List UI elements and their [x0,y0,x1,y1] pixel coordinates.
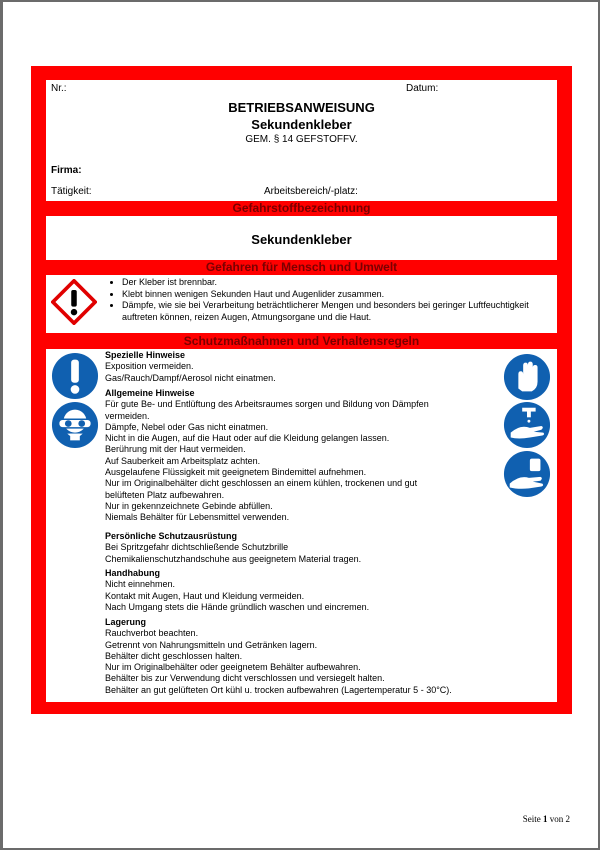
block-line: Ausgelaufene Flüssigkeit mit geeignetem Bindemittel aufnehmen. [105,467,367,478]
taetigkeit-label: Tätigkeit: [51,186,92,197]
block-line: vermeiden. [105,410,150,421]
document-subtitle: Sekundenkleber [251,117,352,132]
arbeitsbereich-label: Arbeitsbereich/-platz: [264,186,358,197]
block-line: Rauchverbot beachten. [105,628,199,639]
block-line: Nur im Originalbehälter oder geeignetem Behälter aufbewahren. [105,662,361,673]
hand-washing-icon [503,401,551,449]
nr-label: Nr.: [51,83,67,94]
section-title-gefahrstoff: Gefahrstoffbezeichnung [232,201,371,215]
firma-label: Firma: [51,165,82,176]
block-line: Für gute Be- und Entlüftung des Arbeitsraumes sorgen und Bildung von Dämpfen [105,399,429,410]
page-number [523,814,570,824]
hazard-item: • Der Kleber ist brennbar. [122,277,552,289]
page-middle: von [547,814,566,824]
skin-protection-icon [503,450,551,498]
header-box [46,80,557,201]
regulation-text: GEM. § 14 GEFSTOFFV. [245,134,358,145]
hazards-box [46,275,557,333]
block-heading: Handhabung [105,568,160,578]
block-line: Getrennt von Nahrungsmitteln und Getränken lagern. [105,639,318,650]
hazard-item: • Dämpfe, wie sie bei Verarbeitung beträchtlicherer Mengen und besonders bei geringer Luftfeuchtigkeit auftreten können, reizen Augen, Atmungsorgane und die Haut. [122,300,552,323]
block-line: Niemals Behälter für Lebensmittel verwenden. [105,512,290,523]
protection-block [105,388,429,524]
block-line: Nur im Originalbehälter dicht geschlossen an einem kühlen, trockenen und gut [105,478,418,489]
block-heading: Spezielle Hinweise [105,350,186,360]
hazard-item: • Klebt binnen wenigen Sekunden Haut und Augenlider zusammen. [122,289,552,301]
protection-box [46,349,557,702]
page-title: BETRIEBSANWEISUNG [228,100,375,115]
block-line: Dämpfe, Nebel oder Gas nicht einatmen. [105,421,269,432]
block-line: Auf Sauberkeit am Arbeitsplatz achten. [105,455,261,466]
block-line: Berührung mit der Haut vermeiden. [105,444,246,455]
section-title-schutz: Schutzmaßnahmen und Verhaltensregeln [183,334,420,348]
eye-protection-icon [51,401,99,449]
block-line: Nur in gekennzeichnete Gebinde abfüllen. [105,500,273,511]
block-line: Chemikalienschutzhandschuhe aus geeignetem Material tragen. [105,553,362,564]
block-line: Bei Spritzgefahr dichtschließende Schutzbrille [105,542,289,553]
block-line: Exposition vermeiden. [105,361,194,372]
protection-block [105,531,361,565]
document-page [3,2,598,848]
datum-label: Datum: [406,83,439,94]
substance-box [46,216,557,260]
block-line: Nach Umgang stets die Hände gründlich waschen und eincremen. [105,601,370,612]
protection-block [105,350,276,384]
mandatory-general-icon [51,352,99,400]
block-heading: Allgemeine Hinweise [105,388,195,398]
ghs-exclamation-icon [51,279,97,325]
block-line: Behälter dicht geschlossen halten. [105,650,243,661]
protection-block [105,568,369,613]
block-line: Behälter bis zur Verwendung dicht verschlossen und versiegelt halten. [105,673,385,684]
substance-name: Sekundenkleber [251,232,352,247]
block-heading: Lagerung [105,617,147,627]
hand-protection-icon [503,353,551,401]
section-title-gefahren: Gefahren für Mensch und Umwelt [205,260,398,274]
block-line: Nicht einnehmen. [105,579,176,590]
page-prefix: Seite [522,814,543,824]
protection-block [105,617,452,696]
block-line: Behälter an gut gelüfteten Ort kühl u. trocken aufbewahren (Lagertemperatur 5 - 30°C). [105,684,452,695]
total-pages: 2 [565,814,570,824]
block-line: Nicht in die Augen, auf die Haut oder auf die Kleidung gelangen lassen. [105,433,390,444]
current-page: 1 [543,814,548,824]
instruction-frame [31,66,572,714]
block-line: belüfteten Platz aufbewahren. [105,489,225,500]
hazard-list [104,277,552,323]
block-line: Kontakt mit Augen, Haut und Kleidung vermeiden. [105,590,305,601]
block-line: Gas/Rauch/Dampf/Aerosol nicht einatmen. [105,372,276,383]
block-heading: Persönliche Schutzausrüstung [105,531,238,541]
